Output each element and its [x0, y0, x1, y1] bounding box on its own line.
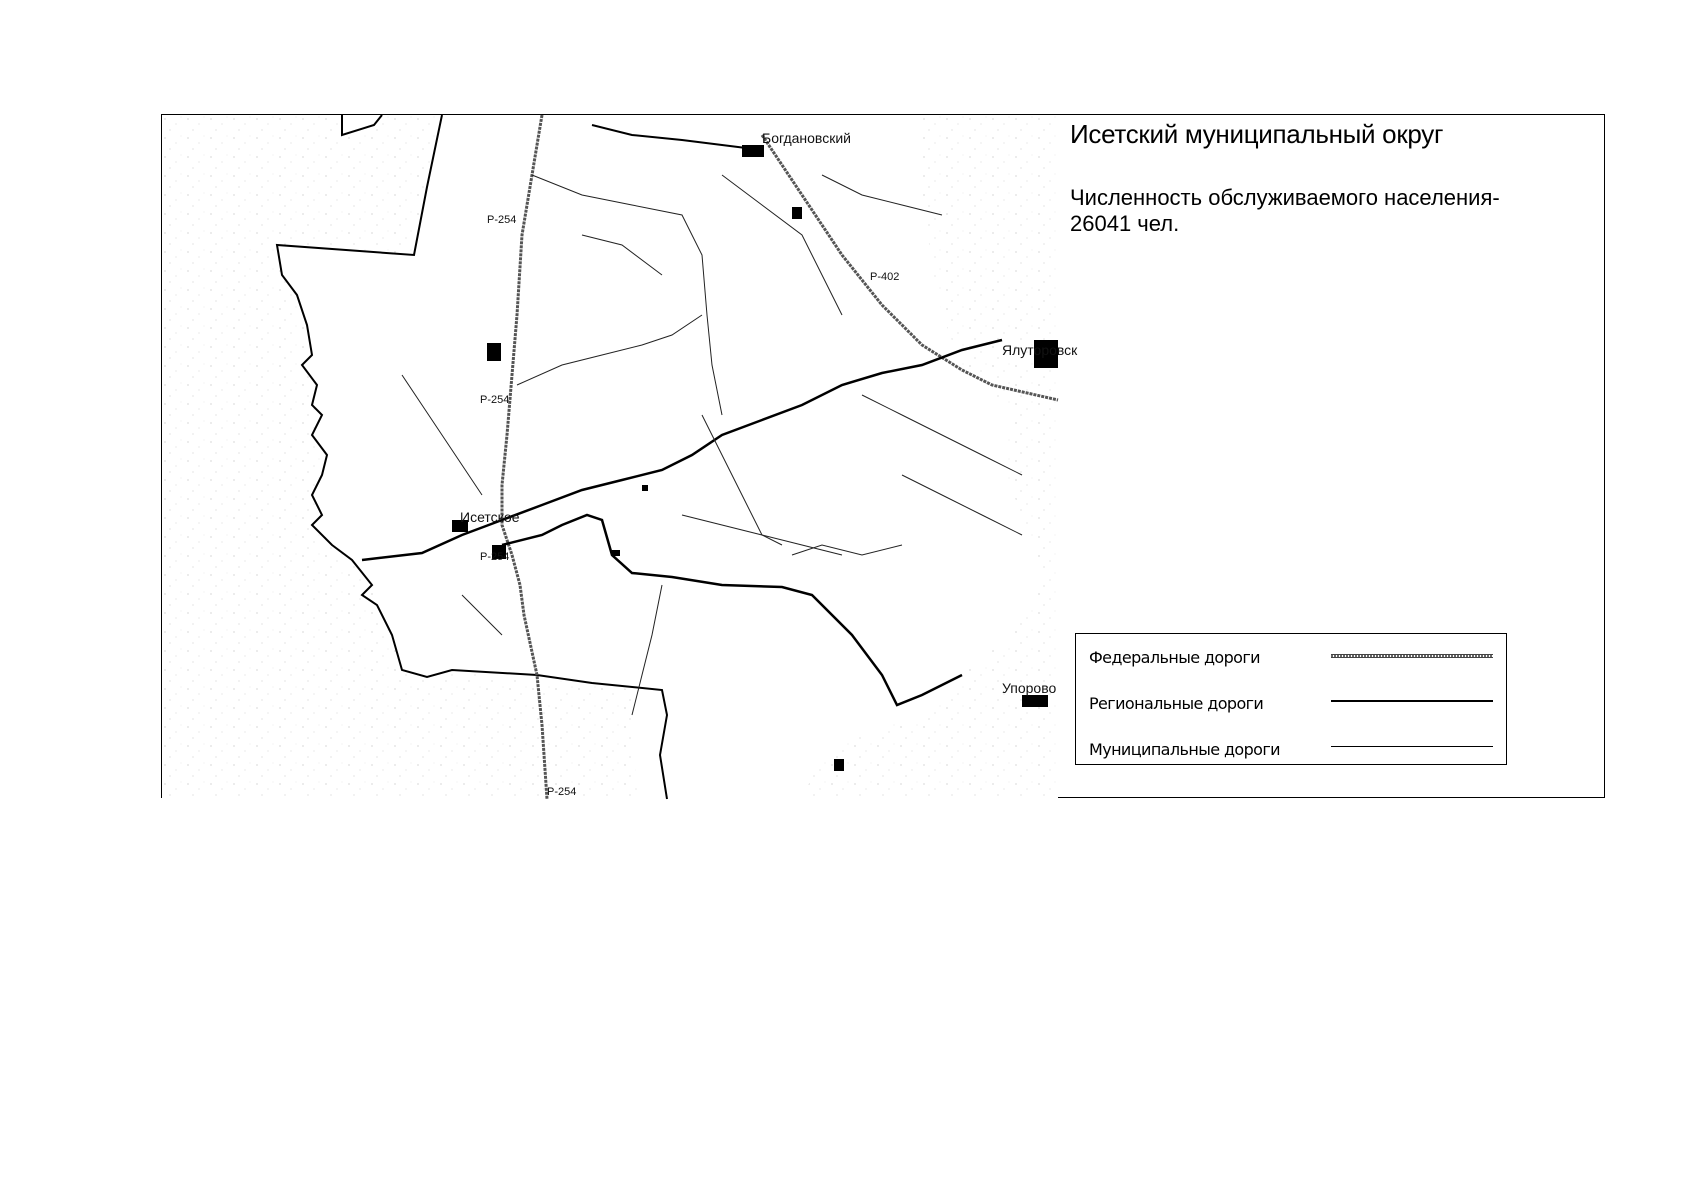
- district-title: Исетский муниципальный округ: [1070, 119, 1444, 149]
- population-text: [1070, 185, 1570, 237]
- town-label: Богдановский: [762, 130, 851, 146]
- info-panel: [1058, 115, 1604, 797]
- town-label: Ялуторовск: [1002, 342, 1078, 358]
- municipal-road-swatch: [1331, 746, 1493, 747]
- road-label: Р-254: [487, 214, 517, 226]
- road-label: Р-254: [480, 551, 510, 563]
- legend-item-federal: [1089, 644, 1499, 668]
- population-line-1: Численность обслуживаемого населения-: [1070, 185, 1500, 210]
- legend: [1075, 633, 1507, 765]
- town-label: Упорово: [1002, 680, 1057, 696]
- road-label: Р-254: [547, 786, 577, 798]
- map-sheet-frame: [161, 114, 1605, 798]
- legend-label: Федеральные дороги: [1089, 648, 1260, 667]
- road-label: Р-254: [480, 394, 510, 406]
- road-map[interactable]: [162, 115, 1078, 799]
- legend-label: Муниципальные дороги: [1089, 740, 1280, 759]
- legend-label: Региональные дороги: [1089, 694, 1264, 713]
- map-panel[interactable]: [162, 115, 1078, 798]
- federal-road-swatch: [1331, 654, 1493, 658]
- population-line-2: 26041 чел.: [1070, 211, 1180, 236]
- legend-item-regional: [1089, 690, 1499, 714]
- regional-road-swatch: [1331, 700, 1493, 702]
- road-label: Р-402: [870, 271, 900, 283]
- legend-item-municipal: [1089, 736, 1499, 760]
- town-label: Исетское: [460, 509, 520, 525]
